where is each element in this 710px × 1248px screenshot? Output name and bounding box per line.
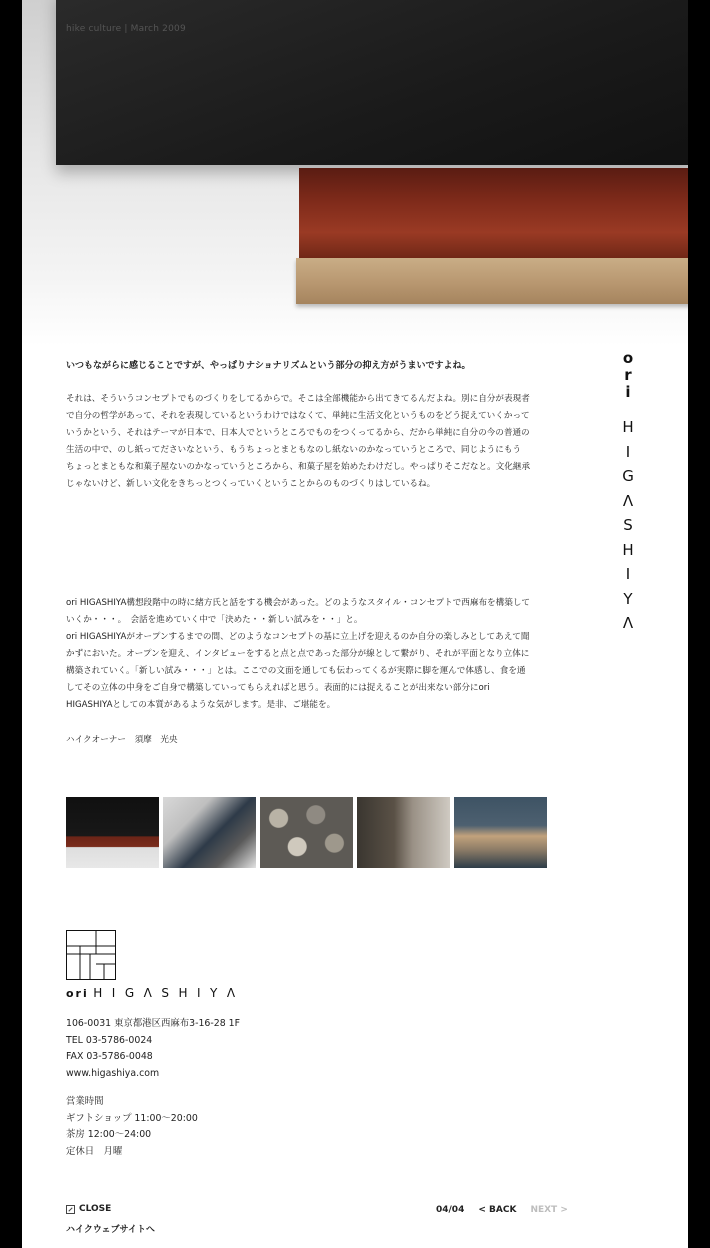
vbrand-letter: i <box>625 383 631 401</box>
text-line: 構築されていく。「新しい試み・・・」とは。ここでの文面を通しても伝わってくるが実際に脚を運んで体感し、食を通 <box>66 666 526 676</box>
brand-name: HIGΛSHIYΛ <box>93 986 245 1000</box>
text-line: じゃないけど、新しい文化をきちっとつくっていくということからのものづくりはしているね。 <box>66 479 436 489</box>
back-button[interactable]: < BACK <box>478 1205 517 1215</box>
hero-caption: hike culture | March 2009 <box>66 24 186 34</box>
wood-base <box>296 258 688 304</box>
shop-tel: TEL 03-5786-0024 <box>66 1034 153 1046</box>
text-line: いくか・・・。 会話を進めていく中で「決めた・・新しい試みを・・」と。 <box>66 615 363 625</box>
owner-commentary <box>66 595 556 714</box>
hours-gift-shop: ギフトショップ 11:00〜20:00 <box>66 1112 198 1124</box>
vbrand-letter: Y <box>623 589 633 608</box>
closed-day: 定休日 月曜 <box>66 1145 123 1157</box>
page-indicator: 04/04 <box>436 1205 465 1215</box>
thumbnail-hexagon-tiles[interactable] <box>260 797 353 868</box>
brand-wordmark <box>66 986 245 1000</box>
shop-hours <box>66 1094 198 1160</box>
thumbnail-lacquer-box[interactable] <box>66 797 159 868</box>
hero-photo <box>22 0 688 346</box>
vbrand-letter: H <box>622 540 634 559</box>
lead-question: いつもながらに感じることですが、やっぱりナショナリズムという部分の抑え方がうまいですよね。 <box>66 361 471 371</box>
vbrand-letter: Λ <box>622 491 634 510</box>
vbrand-letter: I <box>625 565 631 583</box>
thumbnail-chef[interactable] <box>163 797 256 868</box>
hours-tea-room: 茶房 12:00〜24:00 <box>66 1129 152 1140</box>
text-line: 生活の中で、のし紙ってださいなという、もうちょっとまともなのし紙ないのかなっていうところで、同じようにもう <box>66 445 522 455</box>
thumbnail-strip <box>66 797 547 868</box>
shop-contact <box>66 1016 240 1082</box>
next-button[interactable]: NEXT > <box>530 1205 568 1215</box>
text-line: HIGASHIYAとしての本質があるような気がします。是非、ご堪能を。 <box>66 700 336 710</box>
vbrand-letter: H <box>622 418 634 436</box>
shop-website-link[interactable]: www.higashiya.com <box>66 1067 160 1079</box>
text-line: で自分の哲学があって、それを表現しているというわけではなくて、単純に生活文化というものをどう捉えていくかって <box>66 411 530 421</box>
owner-signature: ハイクオーナー 須摩 光央 <box>66 735 178 745</box>
brand-ori: ori <box>66 987 89 1000</box>
hours-title: 営業時間 <box>66 1096 104 1107</box>
text-line: かずにおいた。オープンを迎え、インタビューをすると点と点であった部分が線として繋がり、それが平面となり立体に <box>66 649 530 659</box>
pager <box>436 1205 568 1215</box>
close-label: CLOSE <box>79 1204 112 1214</box>
shop-fax: FAX 03-5786-0048 <box>66 1051 153 1062</box>
vbrand-letter: G <box>622 467 634 485</box>
text-line: ori HIGASHIYA構想段階中の時に緒方氏と話をする機会があった。どのようなスタイル・コンセプトで西麻布を構築して <box>66 598 531 608</box>
text-line: ちょっとまともな和菓子屋ないのかなっていうところから、和菓子屋を始めたわけだし。やっぱりそこだなと。文化継承 <box>66 462 531 472</box>
hike-website-link[interactable]: ハイクウェブサイトへ <box>66 1225 155 1235</box>
interview-answer <box>66 391 556 493</box>
vbrand-letter: S <box>623 516 633 534</box>
text-line: ori HIGASHIYAがオープンするまでの間、どのようなコンセプトの基に立上げを迎えるのか自分の楽しみとしてあえて聞 <box>66 632 530 642</box>
text-line: してその立体の中身をご自身で構築していってもらえればと思う。表面的には捉えることが出来ない部分にori <box>66 683 490 693</box>
thumbnail-interior[interactable] <box>454 797 547 868</box>
article-page <box>22 0 688 1248</box>
ori-higashiya-logo-icon <box>66 930 116 980</box>
vbrand-letter: r <box>624 366 632 384</box>
vbrand-letter: I <box>625 442 631 461</box>
close-icon <box>66 1205 75 1214</box>
vbrand-letter: o <box>622 349 634 367</box>
text-line: それは、そういうコンセプトでものづくりをしてるからで。そこは全部機能から出てきてるんだよね。別に自分が表現者 <box>66 394 530 404</box>
text-line: いうかという、それはテーマが日本で、日本人でというところでものをつくってるから、だから単純に自分の今の普通の <box>66 428 530 438</box>
red-lacquer-panel <box>299 168 688 260</box>
thumbnail-counter[interactable] <box>357 797 450 868</box>
vertical-brand-name <box>618 350 638 636</box>
vbrand-letter: Λ <box>622 614 634 632</box>
shop-address: 106-0031 東京都港区西麻布3-16-28 1F <box>66 1018 241 1029</box>
close-button[interactable] <box>66 1204 111 1214</box>
